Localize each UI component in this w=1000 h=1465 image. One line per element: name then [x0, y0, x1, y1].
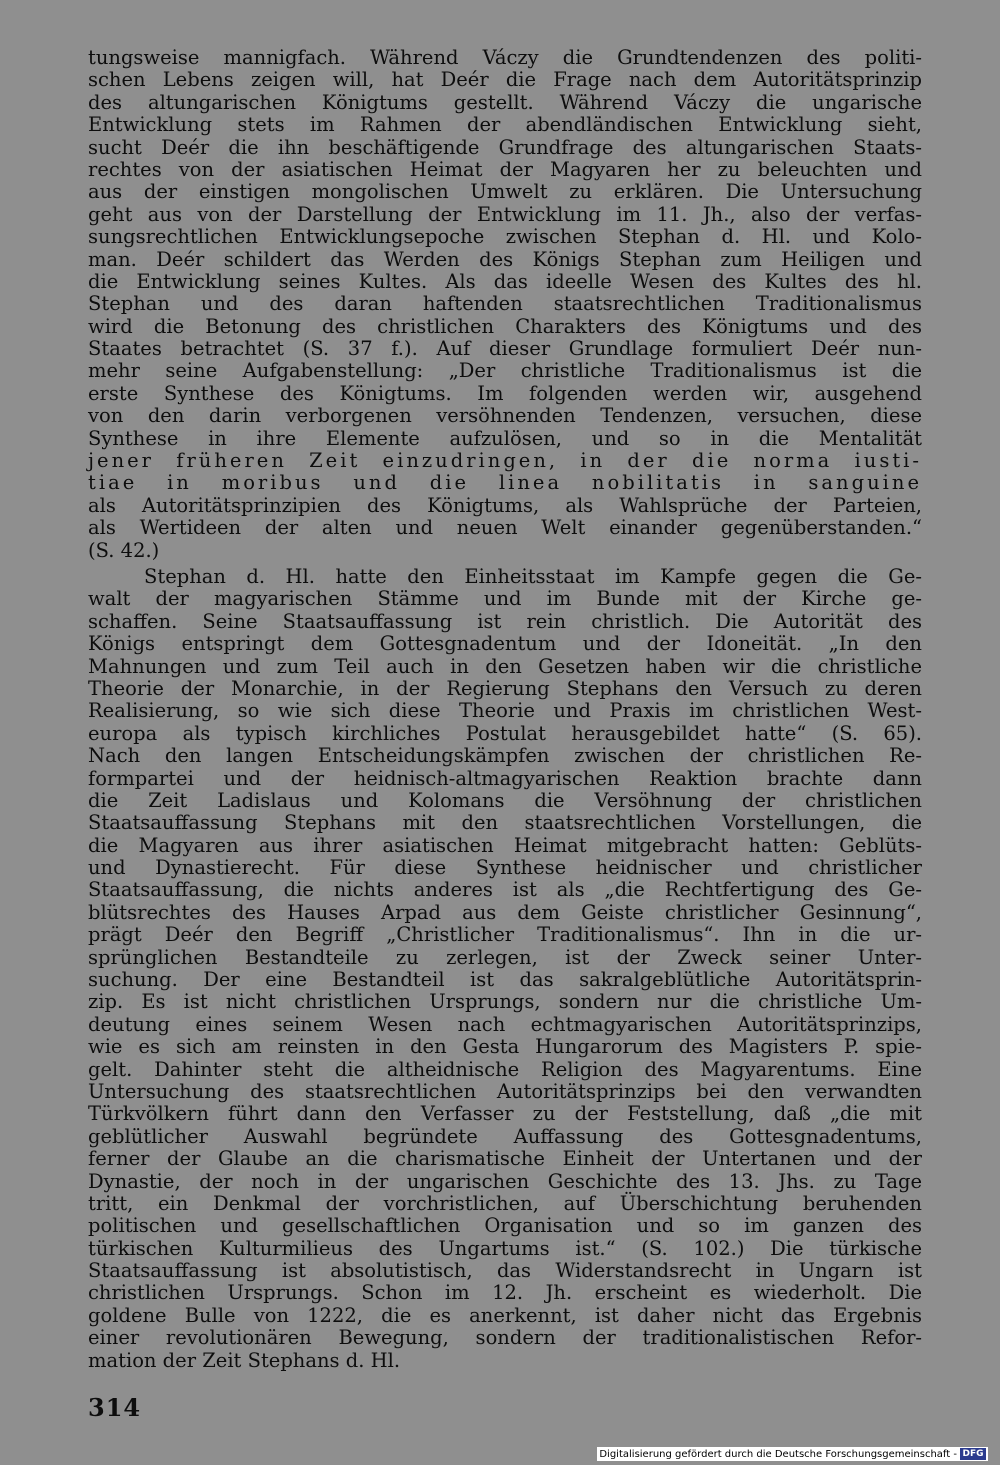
text-line: sucht Deér die ihn beschäftigende Grundfrage des altungarischen Staats-	[88, 135, 922, 159]
text-line: als Wertideen der alten und neuen Welt einander gegenüberstanden.“	[88, 516, 922, 540]
text-line: politischen und gesellschaftlichen Organisation und so im ganzen des	[88, 1214, 922, 1238]
text-line: jener früheren Zeit einzudringen, in der die norma iusti-	[88, 449, 922, 473]
text-line: Staatsauffassung, die nichts anderes ist als „die Rechtfertigung des Ge-	[88, 878, 922, 902]
paragraph-1	[88, 47, 922, 562]
page-number: 314	[88, 1393, 142, 1422]
text-line: aus der einstigen mongolischen Umwelt zu erklären. Die Untersuchung	[88, 180, 922, 204]
text-line: geblütlicher Auswahl begründete Auffassung des Gottesgnadentums,	[88, 1124, 922, 1148]
text-line: wie es sich am reinsten in den Gesta Hungarorum des Magisters P. spie-	[88, 1035, 922, 1059]
text-line: geht aus von der Darstellung der Entwicklung im 11. Jh., also der verfas-	[88, 202, 922, 226]
text-line: europa als typisch kirchliches Postulat herausgebildet hatte“ (S. 65).	[88, 721, 922, 745]
text-line: Mahnungen und zum Teil auch in den Gesetzen haben wir die christliche	[88, 654, 922, 678]
text-line: einer revolutionären Bewegung, sondern der traditionalistischen Refor-	[88, 1326, 922, 1350]
text-line: blütsrechtes des Hauses Arpad aus dem Geiste christlicher Gesinnung“,	[88, 900, 922, 924]
text-line: deutung eines seinem Wesen nach echtmagyarischen Autoritätsprinzips,	[88, 1012, 922, 1036]
text-line: goldene Bulle von 1222, die es anerkennt, ist daher nicht das Ergebnis	[88, 1303, 922, 1327]
text-line: mation der Zeit Stephans d. Hl.	[88, 1348, 401, 1372]
footer-text: Digitalisierung gefördert durch die Deutsche Forschungsgemeinschaft -	[599, 1448, 957, 1460]
text-line: tiae in moribus und die linea nobilitatis in sanguine	[88, 471, 922, 495]
text-line: gelt. Dahinter steht die altheidnische Religion des Magyarentums. Eine	[88, 1057, 922, 1081]
text-line: die Magyaren aus ihrer asiatischen Heimat mitgebracht hatten: Geblüts-	[88, 833, 922, 857]
text-line: Untersuchung des staatsrechtlichen Autoritätsprinzips bei den verwandten	[88, 1079, 922, 1103]
text-line: rechtes von der asiatischen Heimat der Magyaren her zu beleuchten und	[88, 157, 922, 181]
text-line: prägt Deér den Begriff „Christlicher Traditionalismus“. Ihn in die ur-	[88, 923, 922, 947]
text-line: christlichen Ursprungs. Schon im 12. Jh. erscheint es wiederholt. Die	[88, 1281, 922, 1305]
text-line: tritt, ein Denkmal der vorchristlichen, auf Überschichtung beruhenden	[88, 1191, 922, 1215]
text-line: schaffen. Seine Staatsauffassung ist rein christlich. Die Autorität des	[88, 609, 922, 633]
text-line: erste Synthese des Königtums. Im folgenden werden wir, ausgehend	[88, 381, 922, 405]
text-line: türkischen Kulturmilieus des Ungartums ist.“ (S. 102.) Die türkische	[88, 1236, 922, 1260]
text-line: Dynastie, der noch in der ungarischen Geschichte des 13. Jhs. zu Tage	[88, 1169, 922, 1193]
text-line: sungsrechtlichen Entwicklungsepoche zwischen Stephan d. Hl. und Kolo-	[88, 225, 922, 249]
dfg-logo-icon: DFG	[960, 1448, 986, 1460]
text-line: zip. Es ist nicht christlichen Ursprungs, sondern nur die christliche Um-	[88, 990, 922, 1014]
text-line: des altungarischen Königtums gestellt. Während Váczy die ungarische	[88, 90, 922, 114]
text-line: (S. 42.)	[88, 538, 160, 562]
text-line: walt der magyarischen Stämme und im Bunde mit der Kirche ge-	[88, 587, 922, 611]
text-line: die Entwicklung seines Kultes. Als das ideelle Wesen des Kultes des hl.	[88, 269, 922, 293]
text-line: und Dynastierecht. Für diese Synthese heidnischer und christlicher	[88, 856, 922, 880]
text-line: die Zeit Ladislaus und Kolomans die Versöhnung der christlichen	[88, 788, 922, 812]
text-line: Theorie der Monarchie, in der Regierung Stephans den Versuch zu deren	[88, 676, 922, 700]
text-line: mehr seine Aufgabenstellung: „Der christliche Traditionalismus ist die	[88, 359, 922, 383]
text-line: wird die Betonung des christlichen Charakters des Königtums und des	[88, 314, 922, 338]
text-line: Stephan und des daran haftenden staatsrechtlichen Traditionalismus	[88, 292, 922, 316]
text-line: man. Deér schildert das Werden des Königs Stephan zum Heiligen und	[88, 247, 922, 271]
text-line: tungsweise mannigfach. Während Váczy die Grundtendenzen des politi-	[88, 46, 922, 69]
text-line: schen Lebens zeigen will, hat Deér die Frage nach dem Autoritätsprinzip	[88, 68, 922, 92]
text-line: Königs entspringt dem Gottesgnadentum und der Idoneität. „In den	[88, 632, 922, 656]
text-line: Entwicklung stets im Rahmen der abendländischen Entwicklung sieht,	[88, 113, 922, 137]
text-line: Realisierung, so wie sich diese Theorie und Praxis im christlichen West-	[88, 699, 922, 723]
text-line: formpartei und der heidnisch-altmagyarischen Reaktion brachte dann	[88, 766, 922, 790]
text-line: Staatsauffassung ist absolutistisch, das Widerstandsrecht in Ungarn ist	[88, 1259, 922, 1283]
text-line: ferner der Glaube an die charismatische Einheit der Untertanen und der	[88, 1147, 922, 1171]
page-body	[88, 47, 922, 1372]
footer-credit	[597, 1447, 988, 1461]
text-line: sprünglichen Bestandteile zu zerlegen, ist der Zweck seiner Unter-	[88, 945, 922, 969]
text-line: Stephan d. Hl. hatte den Einheitsstaat im Kampfe gegen die Ge-	[144, 564, 922, 588]
text-line: von den darin verborgenen versöhnenden Tendenzen, versuchen, diese	[88, 404, 922, 428]
paragraph-2	[88, 566, 922, 1372]
text-line: Staatsauffassung Stephans mit den staatsrechtlichen Vorstellungen, die	[88, 811, 922, 835]
text-line: Türkvölkern führt dann den Verfasser zu der Feststellung, daß „die mit	[88, 1102, 922, 1126]
text-line: Nach den langen Entscheidungskämpfen zwischen der christlichen Re-	[88, 744, 922, 768]
text-line: als Autoritätsprinzipien des Königtums, als Wahlsprüche der Parteien,	[88, 493, 922, 517]
text-line: suchung. Der eine Bestandteil ist das sakralgeblütliche Autoritätsprin-	[88, 968, 922, 992]
text-line: Synthese in ihre Elemente aufzulösen, und so in die Mentalität	[88, 426, 922, 450]
text-line: Staates betrachtet (S. 37 f.). Auf dieser Grundlage formuliert Deér nun-	[88, 337, 922, 361]
